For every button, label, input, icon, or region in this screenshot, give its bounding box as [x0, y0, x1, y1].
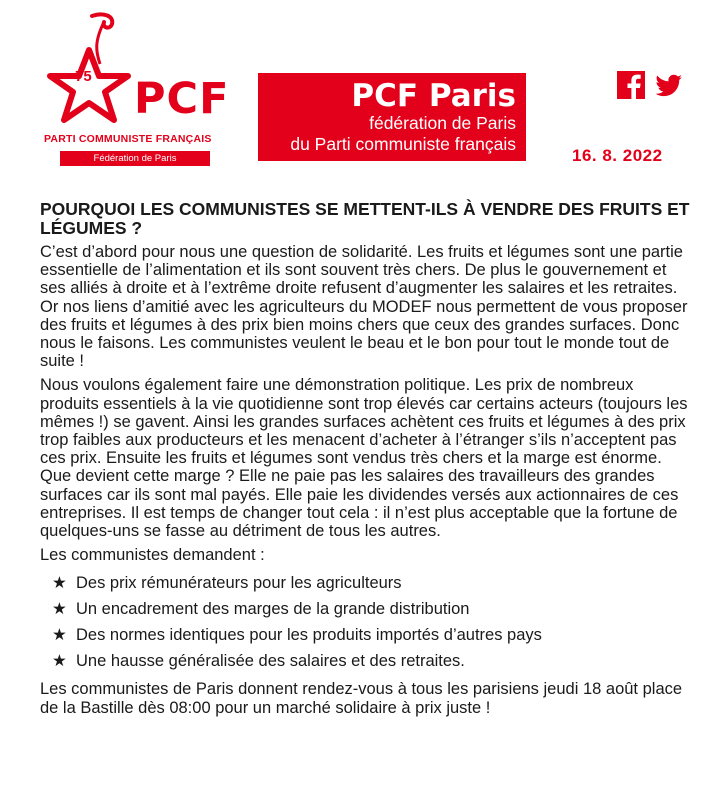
list-item: [52, 648, 696, 674]
star-bullet-icon: ★: [52, 652, 67, 671]
star-bullet-icon: ★: [52, 600, 67, 619]
pcf-logo: [44, 12, 230, 168]
list-item: [52, 596, 696, 622]
demand-text: Un encadrement des marges de la grande distribution: [76, 600, 470, 619]
demand-text: Une hausse généralisée des salaires et des retraites.: [76, 652, 465, 671]
paragraph-closing: Les communistes de Paris donnent rendez-vous à tous les parisiens jeudi 18 août place de la Bastille dès 08:00 pour un marché solidaire à prix juste !: [40, 680, 683, 717]
banner-line-2: du Parti communiste français: [290, 134, 516, 154]
social-links: [617, 71, 683, 99]
list-item: [52, 570, 696, 596]
facebook-icon[interactable]: [617, 71, 645, 99]
demand-text: Des prix rémunérateurs pour les agriculteurs: [76, 574, 402, 593]
banner-title: PCF Paris: [351, 78, 516, 114]
banner-line-1: fédération de Paris: [369, 113, 516, 133]
article-heading: POURQUOI LES COMMUNISTES SE METTENT-ILS À VENDRE DES FRUITS ET LÉGUMES ?: [40, 199, 690, 238]
article-body: [40, 243, 696, 723]
twitter-icon[interactable]: [655, 71, 683, 99]
paragraph-solidarity: C’est d’abord pour nous une question de solidarité. Les fruits et légumes sont une partie essentielle de l’alimentation et ils sont souvent très chers. De plus le gouvernement et ses alliés à droite et à l’extrême droite refusent d’augmenter les salaires et les retraites. Or nos liens d’amitié avec les agriculteurs du MODEF nous permettent de vous proposer des fruits et légumes à des prix bien moins chers que ceux des grandes surfaces. Donc nous le faisons. Les communistes veulent le beau et le bon pour tout le monde tout de suite !: [40, 243, 688, 371]
logo-name: PCF: [134, 74, 230, 124]
logo-subtitle: PARTI COMMUNISTE FRANÇAIS: [44, 133, 212, 145]
star-bullet-icon: ★: [52, 626, 67, 645]
demands-intro: Les communistes demandent :: [40, 546, 265, 565]
logo-federation: Fédération de Paris: [60, 151, 210, 166]
paragraph-political: Nous voulons également faire une démonstration politique. Les prix de nombreux produits essentiels à la vie quotidienne sont trop élevés car certains acteurs (toujours les mêmes !) se gavent. Ainsi les grandes surfaces achètent ces fruits et légumes à des prix trop faibles aux producteurs et les menacent d’acheter à l’étranger s’ils n’acceptent pas ces prix. Ensuite les fruits et légumes sont vendus très chers et la marge est énorme. Que devient cette marge ? Elle ne paie pas les salaires des travailleurs des grandes surfaces car ils sont mal payés. Elle paie les dividendes versés aux actionnaires de ces entreprises. Il est temps de changer tout cela : il n’est plus acceptable que la fortune de quelques-uns se fasse au détriment de tous les autres.: [40, 376, 688, 541]
logo-number: 75: [75, 68, 92, 85]
star-bullet-icon: ★: [52, 574, 67, 593]
publication-date: 16. 8. 2022: [572, 146, 663, 165]
demand-text: Des normes identiques pour les produits importés d’autres pays: [76, 626, 542, 645]
header-banner: [258, 73, 526, 161]
demands-list: [40, 570, 696, 674]
list-item: [52, 622, 696, 648]
